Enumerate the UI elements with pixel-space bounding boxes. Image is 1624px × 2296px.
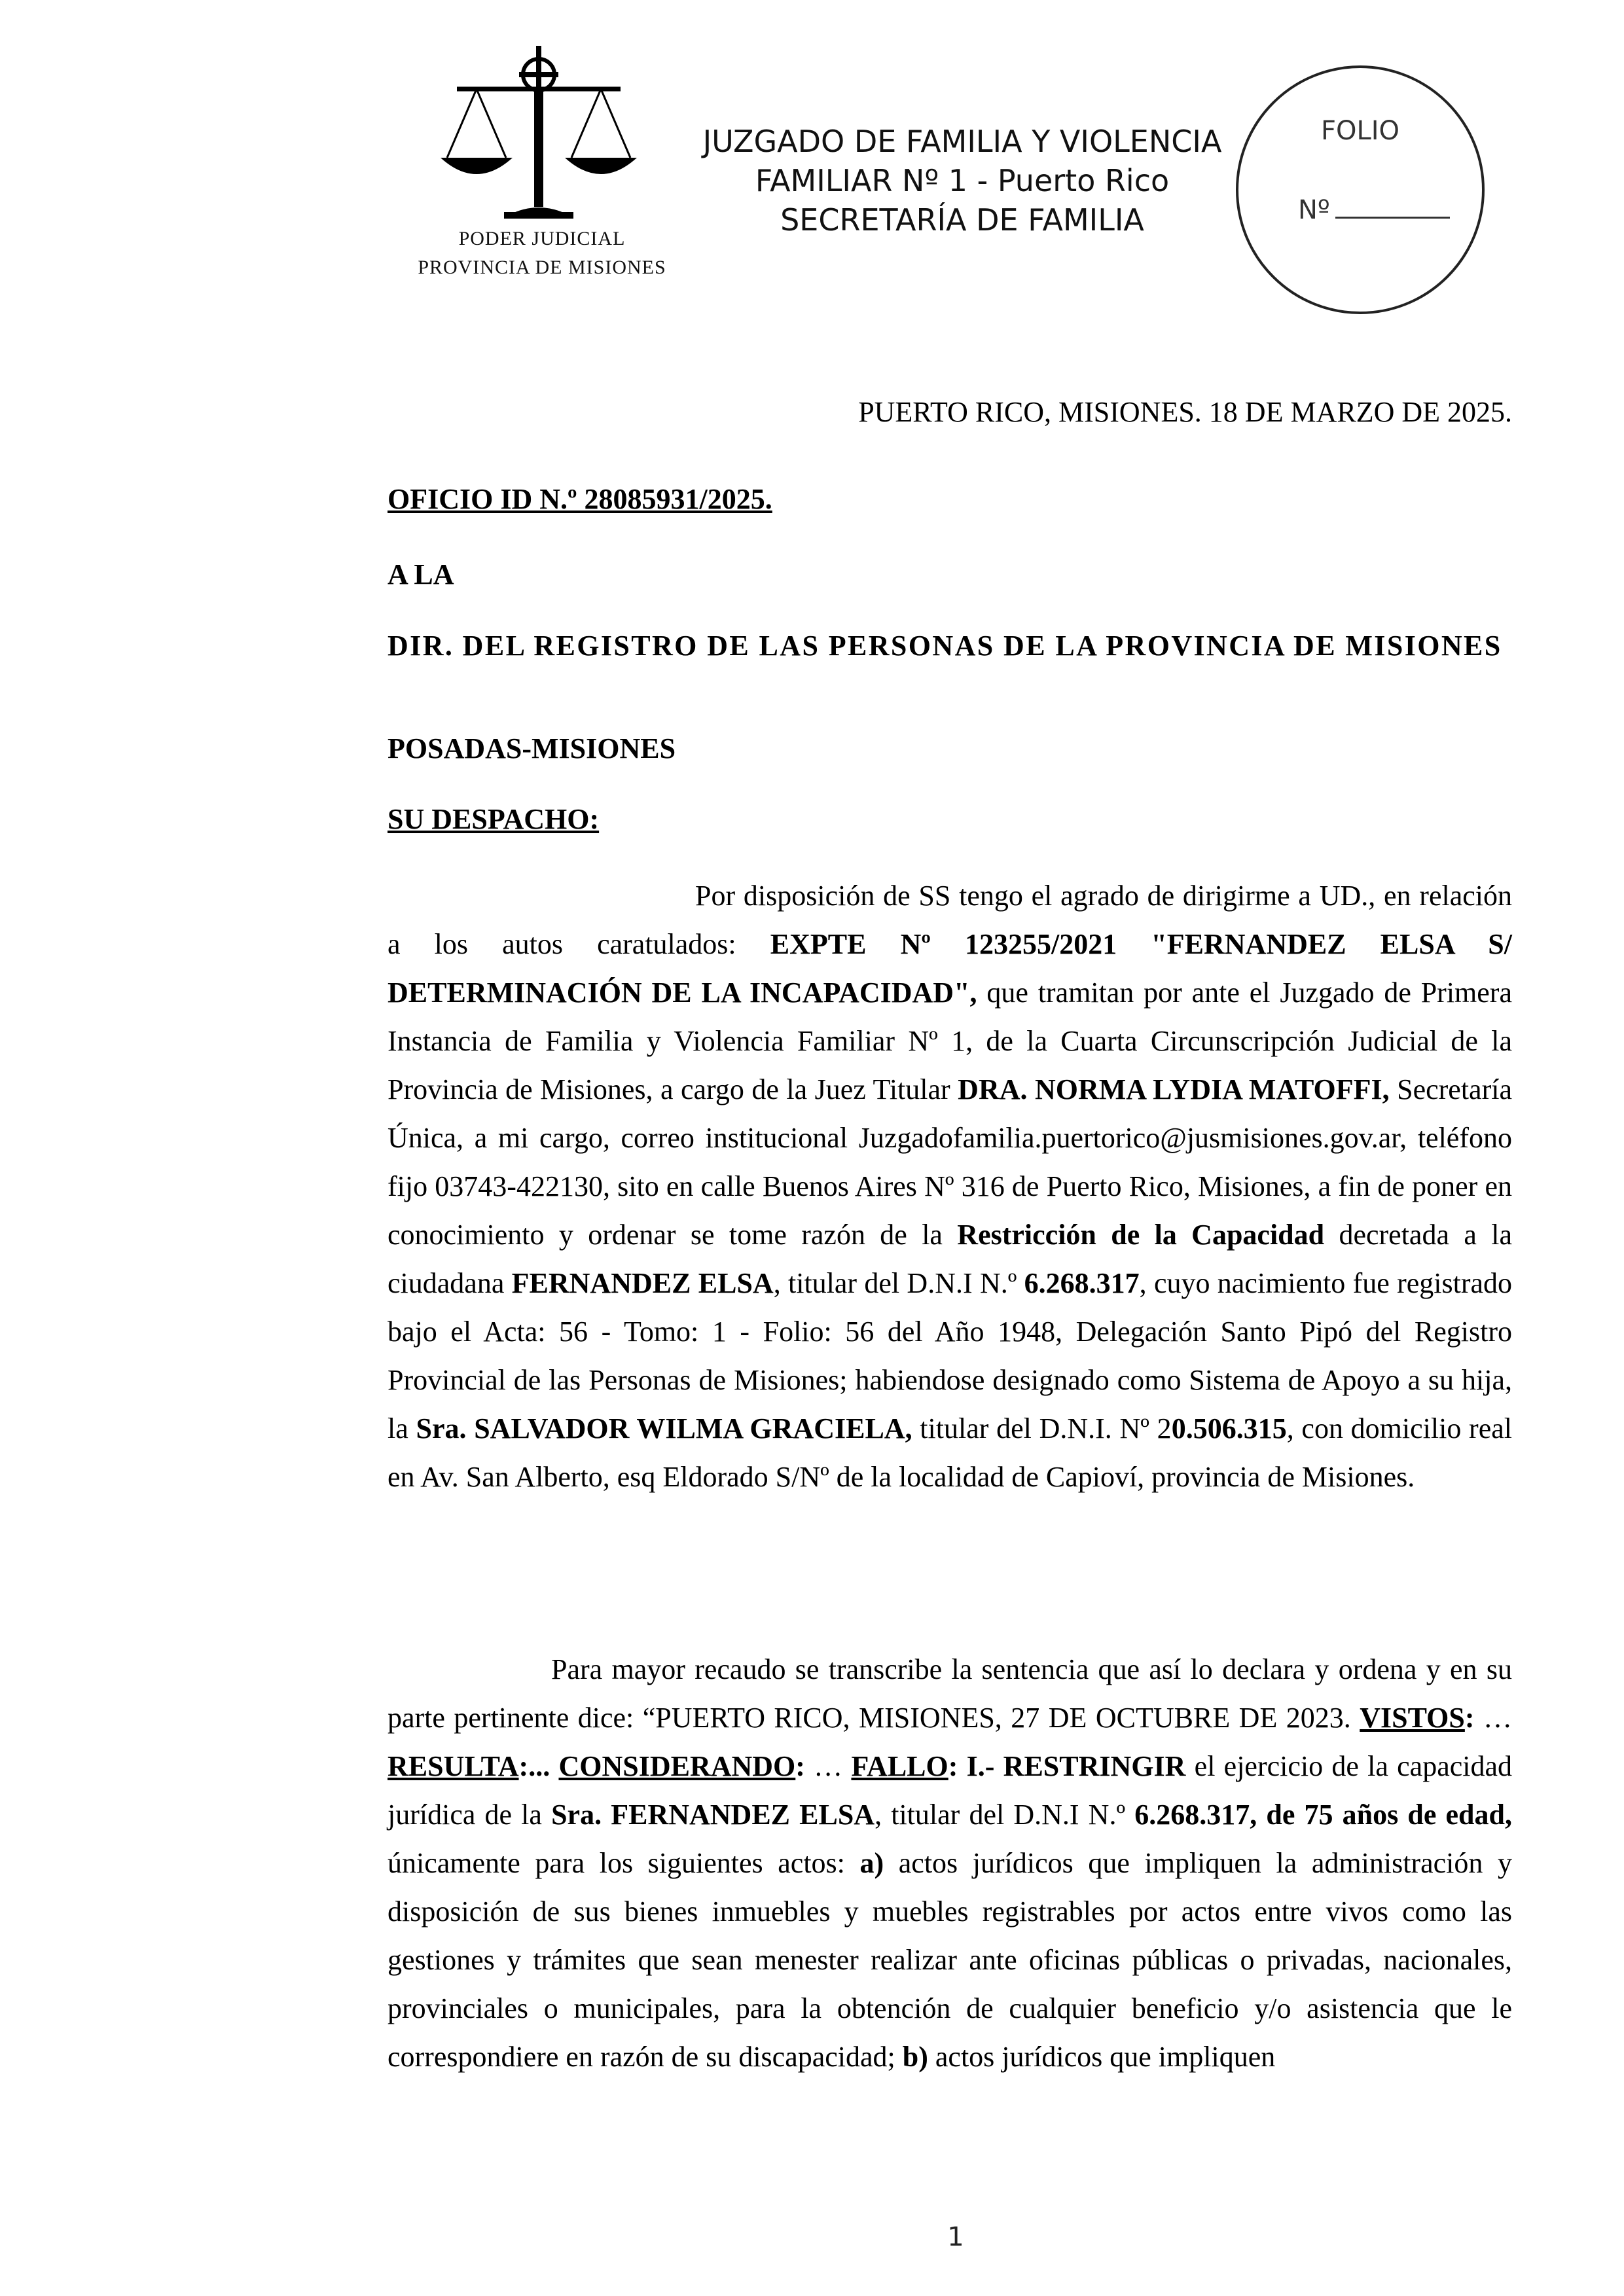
court-header-line-1: JUZGADO DE FAMILIA Y VIOLENCIA xyxy=(702,124,1222,159)
p1-text-1: Por disposición de SS tengo el agrado de dirigirme a UD., en relación a los autos caratulados: xyxy=(388,880,1512,960)
p2-resulta: RESULTA xyxy=(388,1750,519,1782)
p2-restringir: : I.- RESTRINGIR xyxy=(948,1750,1186,1782)
p2-text-1: Para mayor recaudo se transcribe la sentencia que así lo declara y ordena y en su parte pertinente dice: “PUERTO RICO, MISIONES, 27 DE OCTUBRE DE 2023. xyxy=(388,1653,1512,1734)
p1-judge-name: DRA. NORMA LYDIA MATOFFI, xyxy=(958,1073,1390,1105)
scales-of-justice-icon xyxy=(431,43,647,240)
p1-text-2: que tramitan por ante el Juzgado de Primera Instancia de Familia y Violencia Familiar Nº 1, de la Cuarta Circunscripción Judicial de la Provincia de Misiones, a cargo de la Juez Titular xyxy=(388,977,1512,1105)
p2-considerando-colon: : xyxy=(795,1750,805,1782)
p2-considerando: CONSIDERANDO xyxy=(558,1750,796,1782)
p1-text-5: , titular del D.N.I N.º xyxy=(773,1267,1024,1299)
p2-text-3 xyxy=(550,1750,558,1782)
p2-vistos: VISTOS xyxy=(1360,1702,1465,1734)
p2-vistos-colon: : xyxy=(1464,1702,1475,1734)
court-header-line-2: FAMILIAR Nº 1 - Puerto Rico xyxy=(755,163,1170,198)
p2-item-a: a) xyxy=(859,1847,884,1879)
p1-text-7: titular del D.N.I. Nº 2 xyxy=(912,1412,1172,1444)
p2-text-8: actos jurídicos que impliquen la administración y disposición de sus bienes inmuebles y muebles registrables por actos entre vivos como las gestiones y trámites que sean menester realizar ante oficinas públicas o privadas, nacionales, provinciales o municipales, para la obtención de cualquier beneficio y/o asistencia que le correspondiere en razón de su discapacidad; xyxy=(388,1847,1512,2073)
court-header-line-3: SECRETARÍA DE FAMILIA xyxy=(780,202,1144,238)
recipient: DIR. DEL REGISTRO DE LAS PERSONAS DE LA PROVINCIA DE MISIONES xyxy=(388,630,1502,662)
document-date: PUERTO RICO, MISIONES. 18 DE MARZO DE 2025. xyxy=(858,396,1512,428)
folio-number-label: Nº xyxy=(1298,195,1330,225)
body-paragraph-2 xyxy=(388,1645,1512,2081)
p1-text-3: Secretaría Única, a mi cargo, correo institucional Juzgadofamilia.puertorico@jusmisiones.gov.ar, teléfono fijo 03743-422130, sito en calle Buenos Aires Nº 316 de Puerto Rico, Misiones, a fin de poner en conocimiento y ordenar se tome razón de la xyxy=(388,1073,1512,1251)
p1-text-6: , cuyo nacimiento fue registrado bajo el Acta: 56 - Tomo: 1 - Folio: 56 del Año 1948, Delegación Santo Pipó del Registro Provincial de las Personas de Misiones; habiendose designado como Sistema de Apoyo a su hija, la xyxy=(388,1267,1513,1444)
oficio-id: OFICIO ID N.º 28085931/2025. xyxy=(388,483,772,515)
logo-text-provincia: PROVINCIA DE MISIONES xyxy=(418,257,666,278)
page-number: 1 xyxy=(947,2222,964,2252)
body-paragraph-1 xyxy=(388,872,1512,1501)
p1-support-name: Sra. SALVADOR WILMA GRACIELA, xyxy=(416,1412,912,1444)
p1-expediente: EXPTE Nº 123255/2021 "FERNANDEZ ELSA S/ DETERMINACIÓN DE LA INCAPACIDAD", xyxy=(388,928,1512,1009)
folio-number-blank xyxy=(1335,193,1450,219)
folio-stamp xyxy=(1233,62,1488,317)
salutation: A LA xyxy=(388,558,454,590)
p1-text-4: decretada a la ciudadana xyxy=(388,1219,1512,1299)
recipient-city: POSADAS-MISIONES xyxy=(388,732,676,764)
p1-dni: 6.268.317 xyxy=(1024,1267,1140,1299)
folio-label: FOLIO xyxy=(1320,116,1400,146)
logo-text-poder-judicial: PODER JUDICIAL xyxy=(458,228,626,249)
p2-text-7: únicamente para los siguientes actos: xyxy=(388,1847,860,1879)
p2-dni-age: 6.268.317, de 75 años de edad, xyxy=(1134,1799,1512,1831)
poder-judicial-logo xyxy=(405,43,679,292)
stamp-circle-icon xyxy=(1233,62,1488,317)
p2-citizen-name: Sra. FERNANDEZ ELSA xyxy=(551,1799,875,1831)
su-despacho-heading: SU DESPACHO: xyxy=(388,803,600,835)
p1-restriccion: Restricción de la Capacidad xyxy=(957,1219,1325,1251)
p2-fallo: FALLO xyxy=(851,1750,948,1782)
p1-support-dni: 0.506.315 xyxy=(1171,1412,1287,1444)
p2-resulta-colon: :... xyxy=(518,1750,550,1782)
p2-text-4: … xyxy=(804,1750,852,1782)
p1-citizen-name: FERNANDEZ ELSA xyxy=(511,1267,774,1299)
p2-text-9: actos jurídicos que impliquen xyxy=(928,2041,1276,2073)
p1-text-8: , con domicilio real en Av. San Alberto, esq Eldorado S/Nº de la localidad de Capioví, provincia de Misiones. xyxy=(388,1412,1512,1493)
court-header xyxy=(674,122,1250,240)
p2-text-5: el ejercicio de la capacidad jurídica de la xyxy=(388,1750,1513,1831)
folio-number-field xyxy=(1298,193,1450,225)
p2-item-b: b) xyxy=(902,2041,928,2073)
p2-text-2: … xyxy=(1474,1702,1512,1734)
p2-text-6: , titular del D.N.I N.º xyxy=(875,1799,1135,1831)
